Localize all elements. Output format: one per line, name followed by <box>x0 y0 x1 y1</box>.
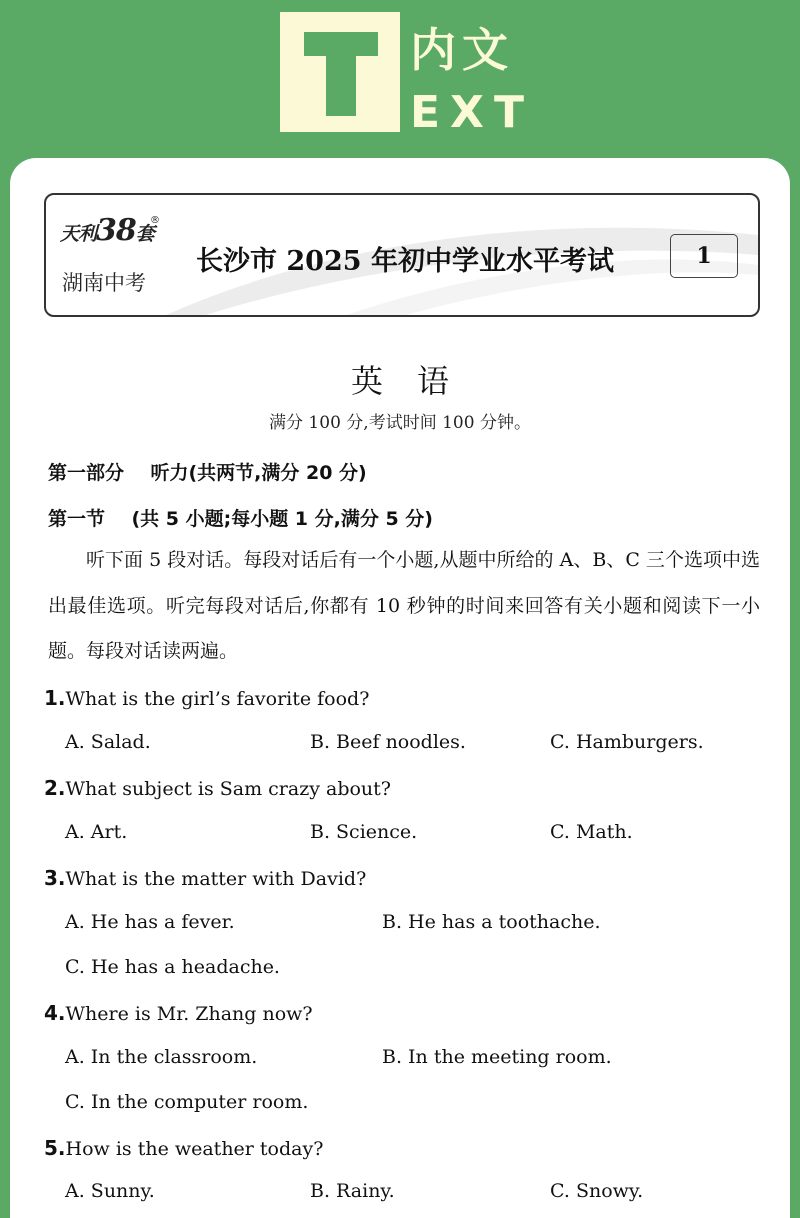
option-a: A. Art. <box>65 821 128 843</box>
question-number: 5. <box>44 1136 66 1160</box>
brand-logo-a: 天利 <box>60 223 97 245</box>
option-c: C. In the computer room. <box>65 1091 309 1113</box>
brand-logo-b: 38 <box>96 213 136 248</box>
brand-logo-c: 套 <box>135 223 154 245</box>
question-number: 3. <box>44 866 66 890</box>
paper-number-box: 1 <box>670 234 738 278</box>
option-b: B. Beef noodles. <box>310 731 466 753</box>
question-text: What is the matter with David? <box>65 868 367 890</box>
option-b: B. He has a toothache. <box>382 911 601 933</box>
option-b: B. Rainy. <box>310 1180 395 1202</box>
registered-mark: ® <box>150 215 160 226</box>
option-b: B. Science. <box>310 821 418 843</box>
section1-title: 第一节 (共 5 小题;每小题 1 分,满分 5 分) <box>48 508 433 530</box>
page-header <box>0 0 800 160</box>
header-cn-title: 内文 <box>410 23 514 77</box>
instructions-paragraph: 听下面 5 段对话。每段对话后有一个小题,从题中所给的 A、B、C 三个选项中选出最佳选项。听完每段对话后,你都有 10 秒钟的时间来回答有关小题和阅读下一小题。每段对话读两遍。 <box>48 549 760 662</box>
question-5 <box>44 1136 323 1160</box>
exam-title: 长沙市 2025 年初中学业水平考试 <box>196 246 614 277</box>
option-a: A. In the classroom. <box>65 1046 258 1068</box>
question-1 <box>44 686 369 710</box>
question-3 <box>44 866 366 890</box>
exam-banner <box>44 193 760 317</box>
score-line: 满分 100 分,考试时间 100 分钟。 <box>269 413 531 433</box>
part1-title: 第一部分 听力(共两节,满分 20 分) <box>48 462 367 484</box>
t-logo-block <box>280 12 400 132</box>
question-text: What is the girl’s favorite food? <box>65 688 370 710</box>
subject-title: 英语 <box>350 362 483 400</box>
option-c: C. Math. <box>550 821 633 843</box>
question-number: 2. <box>44 776 66 800</box>
question-text: What subject is Sam crazy about? <box>65 778 391 800</box>
option-a: A. Sunny. <box>65 1180 155 1202</box>
question-number: 1. <box>44 686 66 710</box>
question-4 <box>44 1001 313 1025</box>
option-c: C. He has a headache. <box>65 956 280 978</box>
t-letter-stem <box>326 32 356 116</box>
header-en-rest: EXT <box>410 87 534 138</box>
question-text: Where is Mr. Zhang now? <box>65 1003 313 1025</box>
brand-subtitle: 湖南中考 <box>62 271 146 295</box>
option-a: A. Salad. <box>65 731 151 753</box>
option-b: B. In the meeting room. <box>382 1046 612 1068</box>
option-c: C. Hamburgers. <box>550 731 704 753</box>
content-card <box>10 158 790 1218</box>
question-text: How is the weather today? <box>65 1138 324 1160</box>
question-2 <box>44 776 391 800</box>
option-c: C. Snowy. <box>550 1180 644 1202</box>
option-a: A. He has a fever. <box>65 911 235 933</box>
brand-logo <box>60 213 154 248</box>
question-number: 4. <box>44 1001 66 1025</box>
